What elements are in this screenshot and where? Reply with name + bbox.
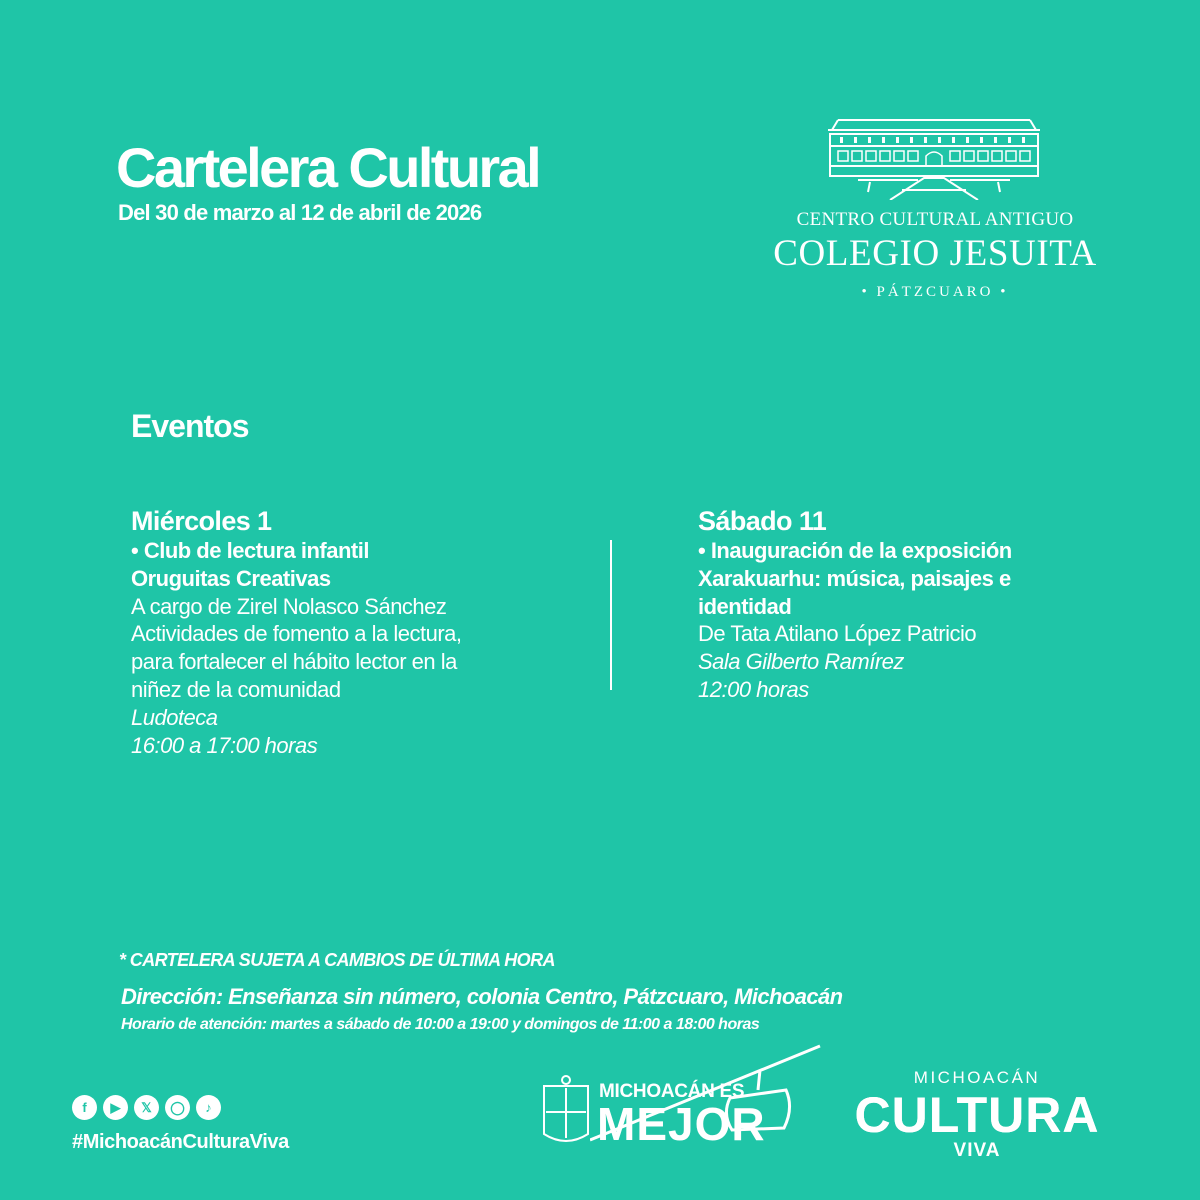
x-icon[interactable]: 𝕏 — [134, 1095, 159, 1120]
michoacan-crest-icon — [540, 1074, 592, 1150]
opening-hours: Horario de atención: martes a sábado de 10:00 a 19:00 y domingos de 11:00 a 18:00 horas — [121, 1016, 760, 1033]
youtube-icon[interactable]: ▶ — [103, 1095, 128, 1120]
colegio-building-icon — [828, 118, 1042, 200]
facebook-icon[interactable]: f — [72, 1095, 97, 1120]
disclaimer-note: * CARTELERA SUJETA A CAMBIOS DE ÚLTIMA HORA — [119, 950, 555, 970]
logo-line-1: CENTRO CULTURAL ANTIGUO — [796, 209, 1074, 230]
tiktok-icon[interactable]: ♪ — [196, 1095, 221, 1120]
event-card — [698, 505, 1118, 704]
event-day: Miércoles 1 — [131, 506, 272, 536]
event-day: Sábado 11 — [698, 506, 827, 536]
event-venue: Sala Gilberto Ramírez — [698, 649, 904, 675]
colegio-jesuita-logo — [740, 112, 1130, 312]
logo-line-3: • PÁTZCUARO • — [861, 284, 1009, 300]
hashtag: #MichoacánCulturaViva — [72, 1131, 289, 1153]
address-text: Dirección: Enseñanza sin número, colonia Centro, Pátzcuaro, Michoacán — [121, 984, 843, 1009]
cultura-brand-main: CULTURA — [854, 1087, 1100, 1143]
column-divider — [610, 540, 612, 690]
event-description-line: niñez de la comunidad — [131, 676, 341, 702]
event-description-line: De Tata Atilano López Patricio — [698, 621, 977, 647]
event-card — [131, 505, 551, 759]
event-title-line: identidad — [698, 593, 792, 619]
event-venue: Ludoteca — [131, 704, 218, 730]
event-title-line: • Inauguración de la exposición — [698, 538, 1012, 563]
event-time: 12:00 horas — [698, 676, 809, 702]
date-range: Del 30 de marzo al 12 de abril de 2026 — [118, 200, 482, 225]
cultura-brand-bottom: VIVA — [953, 1140, 1001, 1161]
page-title: Cartelera Cultural — [116, 136, 540, 199]
event-title-line: Xarakuarhu: música, paisajes e — [698, 565, 1011, 591]
event-description-line: para fortalecer el hábito lector en la — [131, 649, 457, 675]
mejor-brand-main: MEJOR — [597, 1098, 766, 1150]
event-title-line: • Club de lectura infantil — [131, 538, 369, 563]
section-title: Eventos — [131, 408, 249, 444]
event-description-line: A cargo de Zirel Nolasco Sánchez — [131, 593, 447, 619]
instagram-icon[interactable]: ◯ — [165, 1095, 190, 1120]
logo-line-2: COLEGIO JESUITA — [773, 233, 1097, 274]
cultura-brand-top: MICHOACÁN — [913, 1068, 1041, 1087]
event-description-line: Actividades de fomento a la lectura, — [131, 621, 462, 647]
event-time: 16:00 a 17:00 horas — [131, 732, 318, 758]
event-title-line: Oruguitas Creativas — [131, 565, 331, 591]
mejor-brand-top: MICHOACÁN ES — [599, 1081, 745, 1102]
social-links — [72, 1095, 221, 1123]
